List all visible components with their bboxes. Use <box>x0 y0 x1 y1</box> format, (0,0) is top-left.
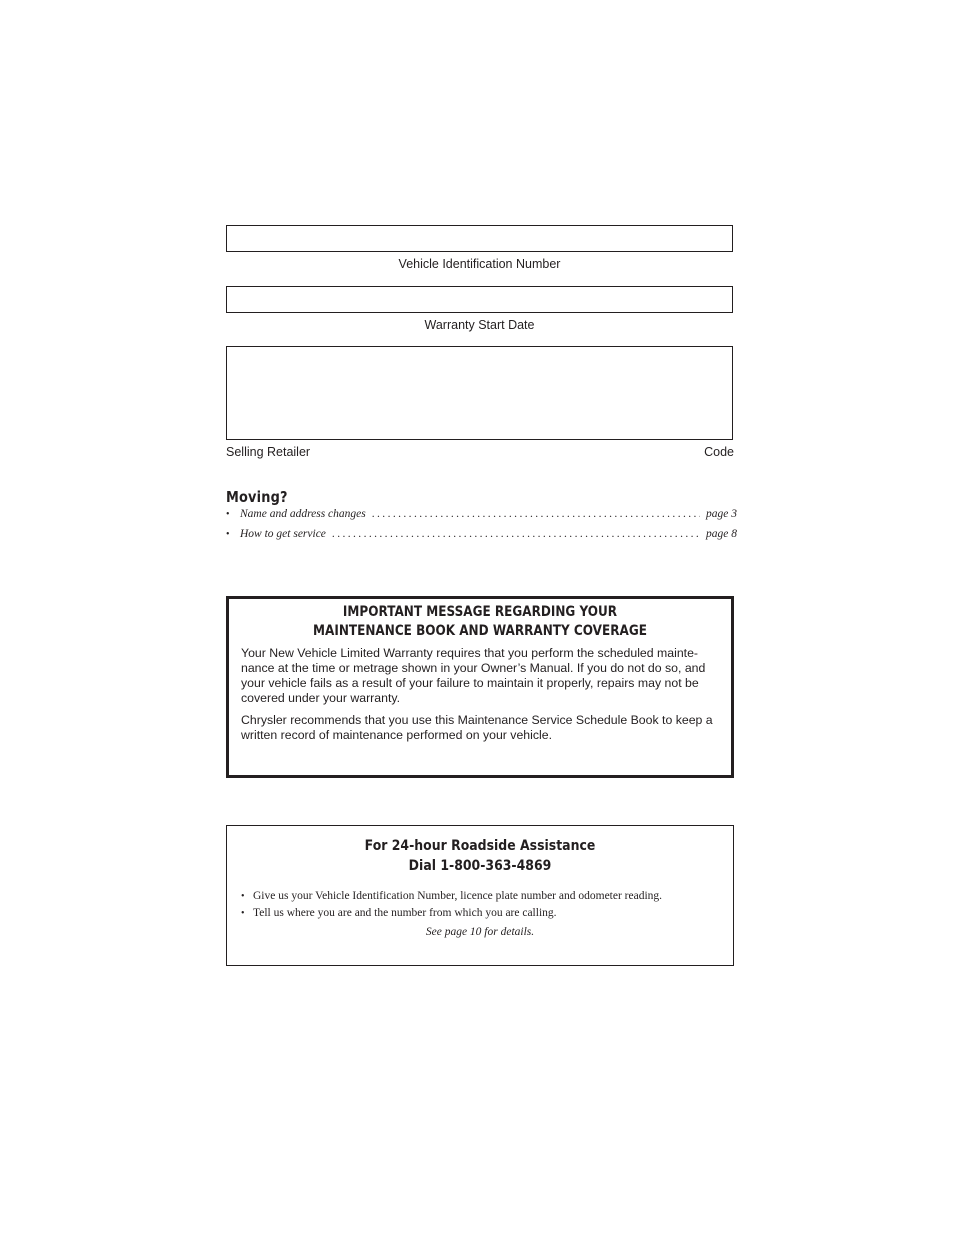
vin-field-box[interactable] <box>226 225 733 252</box>
retailer-field-box[interactable] <box>226 346 733 440</box>
toc-item-get-service[interactable] <box>226 528 737 548</box>
bullet-icon: • <box>241 891 245 902</box>
warranty-date-label: Warranty Start Date <box>424 318 535 332</box>
moving-heading: Moving? <box>226 488 288 506</box>
important-message-box <box>226 596 734 778</box>
roadside-item-text: Give us your Vehicle Identification Number, licence plate number and odometer reading. <box>253 890 663 902</box>
dot-leader <box>332 528 700 540</box>
warranty-date-field-box[interactable] <box>226 286 733 313</box>
list-item <box>241 888 733 905</box>
toc-item-name-address[interactable] <box>226 508 737 528</box>
toc-item-page: page 3 <box>706 508 737 520</box>
toc-item-page: page 8 <box>706 528 737 540</box>
bullet-icon: • <box>226 509 230 520</box>
important-paragraph-1: Your New Vehicle Limited Warranty requires that you perform the scheduled mainte-nance at the time or metrage shown in your Owner’s Manual. If you do not do so, and your vehicle fails as a result of your failure to maintain it properly, repairs may not be covered under your warranty. <box>241 646 706 705</box>
roadside-note: See page 10 for details. <box>425 926 535 938</box>
retailer-label: Selling Retailer <box>226 445 311 459</box>
bullet-icon: • <box>226 529 230 540</box>
important-title-line1: IMPORTANT MESSAGE REGARDING YOUR <box>342 604 618 620</box>
vin-label: Vehicle Identification Number <box>398 257 561 271</box>
dot-leader <box>372 508 700 520</box>
toc-item-label: Name and address changes <box>240 508 366 520</box>
toc-item-label: How to get service <box>240 528 326 540</box>
roadside-assistance-box <box>226 825 734 966</box>
moving-toc <box>226 508 737 548</box>
roadside-item-text: Tell us where you are and the number from which you are calling. <box>253 907 557 919</box>
important-message-title <box>274 599 685 641</box>
roadside-title-line1: For 24-hour Roadside Assistance <box>364 838 596 854</box>
code-label: Code <box>704 445 734 459</box>
roadside-phone[interactable]: Dial 1-800-363-4869 <box>408 858 552 874</box>
important-paragraph-2: Chrysler recommends that you use this Maintenance Service Schedule Book to keep a written record of maintenance performed on your vehicle. <box>241 713 713 742</box>
list-item <box>241 905 733 922</box>
roadside-title <box>262 826 697 876</box>
roadside-list <box>241 888 733 922</box>
important-title-line2: MAINTENANCE BOOK AND WARRANTY COVERAGE <box>313 623 647 639</box>
bullet-icon: • <box>241 908 245 919</box>
